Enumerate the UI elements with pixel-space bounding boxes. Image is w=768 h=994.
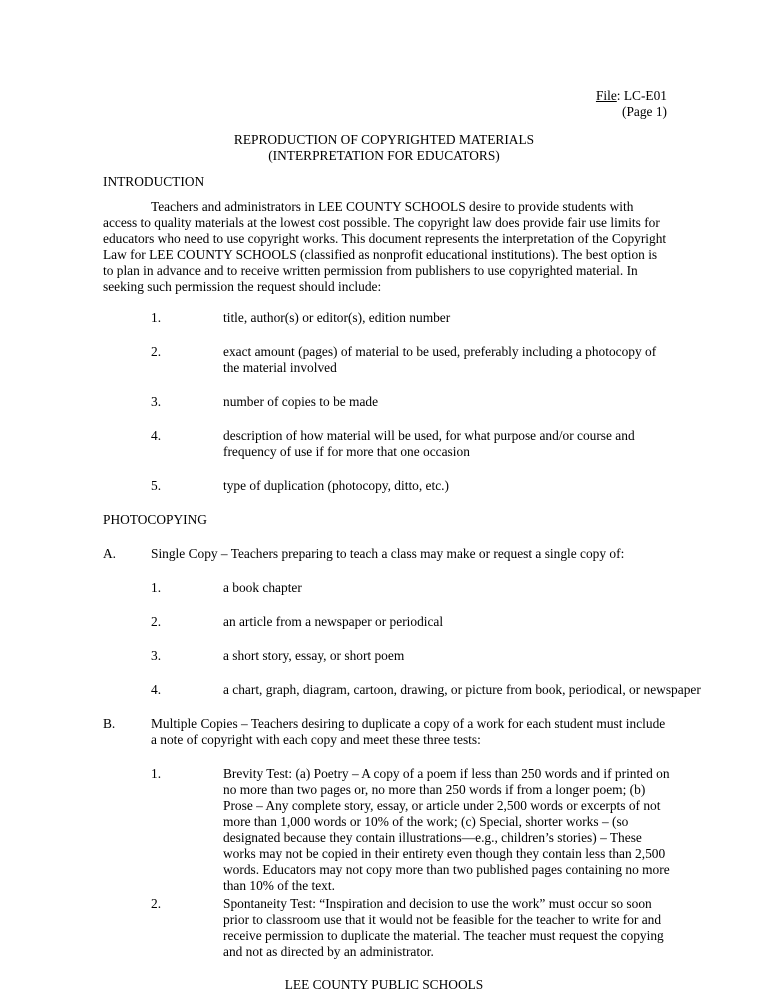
list-item-number: 3.: [151, 648, 162, 663]
list-item: a short story, essay, or short poem: [223, 648, 405, 663]
introduction-paragraph: Teachers and administrators in LEE COUNTY SCHOOLS desire to provide students with access to quality materials at the lowest cost possible. The copyright law does provide fair use limits for educators who need to use copyright works. This document represents the interpretation of the Copyright Law for LEE COUNTY SCHOOLS (classified as nonprofit educational institutions). The best option is to plan in advance and to receive written permission from publishers to use copyrighted material. In seeking such permission the request should include:: [103, 199, 667, 294]
list-item-number: 2.: [151, 614, 162, 629]
list-item: a chart, graph, diagram, cartoon, drawing, or picture from book, periodical, or newspaper: [223, 682, 701, 697]
list-item-number: 3.: [151, 394, 162, 409]
list-item-number: 1.: [151, 580, 162, 595]
document-subtitle: (INTERPRETATION FOR EDUCATORS): [268, 148, 500, 163]
list-item: an article from a newspaper or periodical: [223, 614, 444, 629]
file-reference: [596, 88, 667, 104]
file-value: : LC-E01: [616, 88, 667, 103]
list-item: exact amount (pages) of material to be used, preferably including a photocopy of the material involved: [223, 344, 657, 375]
list-item-number: 1.: [151, 766, 162, 781]
section-letter: B.: [103, 716, 116, 731]
list-item: number of copies to be made: [223, 394, 379, 409]
list-item: description of how material will be used, for what purpose and/or course and frequency of use if for more that one occasion: [223, 428, 635, 459]
list-item: Spontaneity Test: “Inspiration and decision to use the work” must occur so soon prior to classroom use that it would not be feasible for the teacher to write for and receive permission to duplicate the material. The teacher must request the copying and not as directed by an administrator.: [223, 896, 664, 959]
photocopying-heading: PHOTOCOPYING: [103, 512, 207, 527]
list-item-number: 4.: [151, 428, 162, 443]
section-text: Multiple Copies – Teachers desiring to duplicate a copy of a work for each student must include a note of copyright with each copy and meet these three tests:: [151, 716, 666, 747]
list-item: title, author(s) or editor(s), edition number: [223, 310, 451, 325]
section-letter: A.: [103, 546, 117, 561]
list-item-number: 2.: [151, 896, 162, 911]
file-label: File: [595, 88, 617, 103]
section-text: Single Copy – Teachers preparing to teach a class may make or request a single copy of:: [151, 546, 625, 561]
list-item-number: 2.: [151, 344, 162, 359]
document-title: REPRODUCTION OF COPYRIGHTED MATERIALS: [233, 132, 535, 147]
introduction-heading: INTRODUCTION: [103, 174, 205, 189]
list-item: type of duplication (photocopy, ditto, etc.): [223, 478, 449, 493]
list-item-number: 4.: [151, 682, 162, 697]
page-footer: LEE COUNTY PUBLIC SCHOOLS: [284, 977, 484, 992]
page-number: (Page 1): [622, 104, 667, 119]
list-item-number: 5.: [151, 478, 162, 493]
list-item: a book chapter: [223, 580, 302, 595]
list-item: Brevity Test: (a) Poetry – A copy of a poem if less than 250 words and if printed on no more than two pages or, no more than 250 words if from a longer poem; (b) Prose – Any complete story, essay, or article under 2,500 words or excerpts of not more than 1,000 words or 10% of the work; (c) Special, shorter works – (so designated because they contain illustrations—e.g., children’s stories) – These works may not be copied in their entirety even though they contain less than 2,500 words. Educators may not copy more than two published pages containing no more than 10% of the text.: [223, 766, 670, 893]
list-item-number: 1.: [151, 310, 162, 325]
